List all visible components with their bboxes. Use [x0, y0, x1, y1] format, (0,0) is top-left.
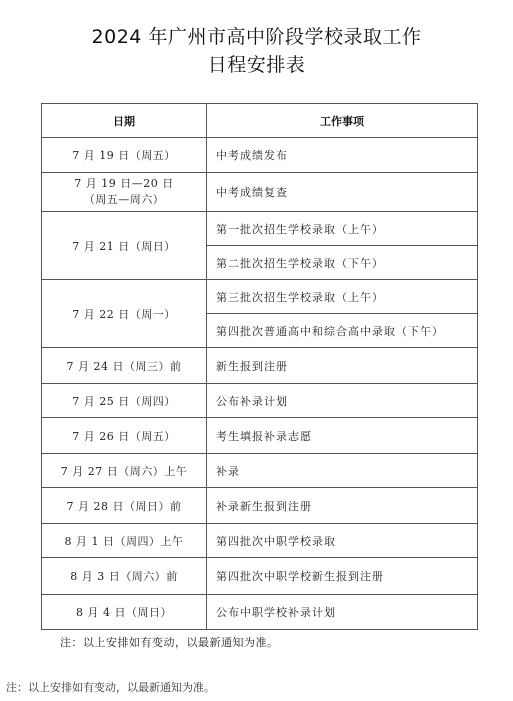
row-date: 7 月 27 日（周六）上午 — [42, 454, 207, 488]
table-header-row — [42, 104, 478, 138]
row-date-line1: 7 月 19 日—20 日 — [74, 177, 174, 190]
row-task: 考生填报补录志愿 — [207, 418, 478, 454]
row-task: 第四批次中职学校录取 — [207, 524, 478, 558]
row-date: 7 月 25 日（周四） — [42, 384, 207, 418]
row-date: 7 月 26 日（周五） — [42, 418, 207, 454]
document-title-line1: 2024 年广州市高中阶段学校录取工作 — [91, 26, 422, 48]
table-row — [42, 418, 478, 454]
row-date: 7 月 28 日（周日）前 — [42, 488, 207, 524]
table-row — [42, 524, 478, 558]
row-date-line2: （周五—周六） — [83, 193, 165, 206]
row-date: 8 月 3 日（周六）前 — [42, 558, 207, 595]
page-footnote: 注：以上安排如有变动，以最新通知为准。 — [6, 681, 215, 694]
row-task: 补录新生报到注册 — [207, 488, 478, 524]
row-date: 8 月 4 日（周日） — [42, 595, 207, 630]
table-row — [42, 558, 478, 595]
table-footnote: 注：以上安排如有变动，以最新通知为准。 — [60, 636, 279, 649]
row-date: 7 月 21 日（周日） — [42, 212, 207, 280]
row-date: 8 月 1 日（周四）上午 — [42, 524, 207, 558]
table-row — [42, 595, 478, 630]
row-task: 中考成绩复查 — [207, 173, 478, 212]
row-task: 第一批次招生学校录取（上午） — [207, 212, 478, 246]
header-date: 日期 — [42, 104, 207, 138]
row-task: 第四批次普通高中和综合高中录取（下午） — [207, 314, 478, 348]
table-row — [42, 173, 478, 212]
row-date — [42, 173, 207, 212]
table-row — [42, 384, 478, 418]
table-row — [42, 488, 478, 524]
header-task: 工作事项 — [207, 104, 478, 138]
table-row — [42, 280, 478, 314]
row-date: 7 月 24 日（周三）前 — [42, 348, 207, 384]
row-task: 补录 — [207, 454, 478, 488]
table-row — [42, 138, 478, 173]
row-task: 新生报到注册 — [207, 348, 478, 384]
row-task: 公布中职学校补录计划 — [207, 595, 478, 630]
table-row — [42, 454, 478, 488]
row-task: 公布补录计划 — [207, 384, 478, 418]
table-row — [42, 212, 478, 246]
document-title-line2: 日程安排表 — [207, 54, 306, 76]
schedule-table — [41, 103, 478, 630]
row-date: 7 月 19 日（周五） — [42, 138, 207, 173]
row-date: 7 月 22 日（周一） — [42, 280, 207, 348]
row-task: 第四批次中职学校新生报到注册 — [207, 558, 478, 595]
row-task: 第二批次招生学校录取（下午） — [207, 246, 478, 280]
table-row — [42, 348, 478, 384]
row-task: 中考成绩发布 — [207, 138, 478, 173]
row-task: 第三批次招生学校录取（上午） — [207, 280, 478, 314]
